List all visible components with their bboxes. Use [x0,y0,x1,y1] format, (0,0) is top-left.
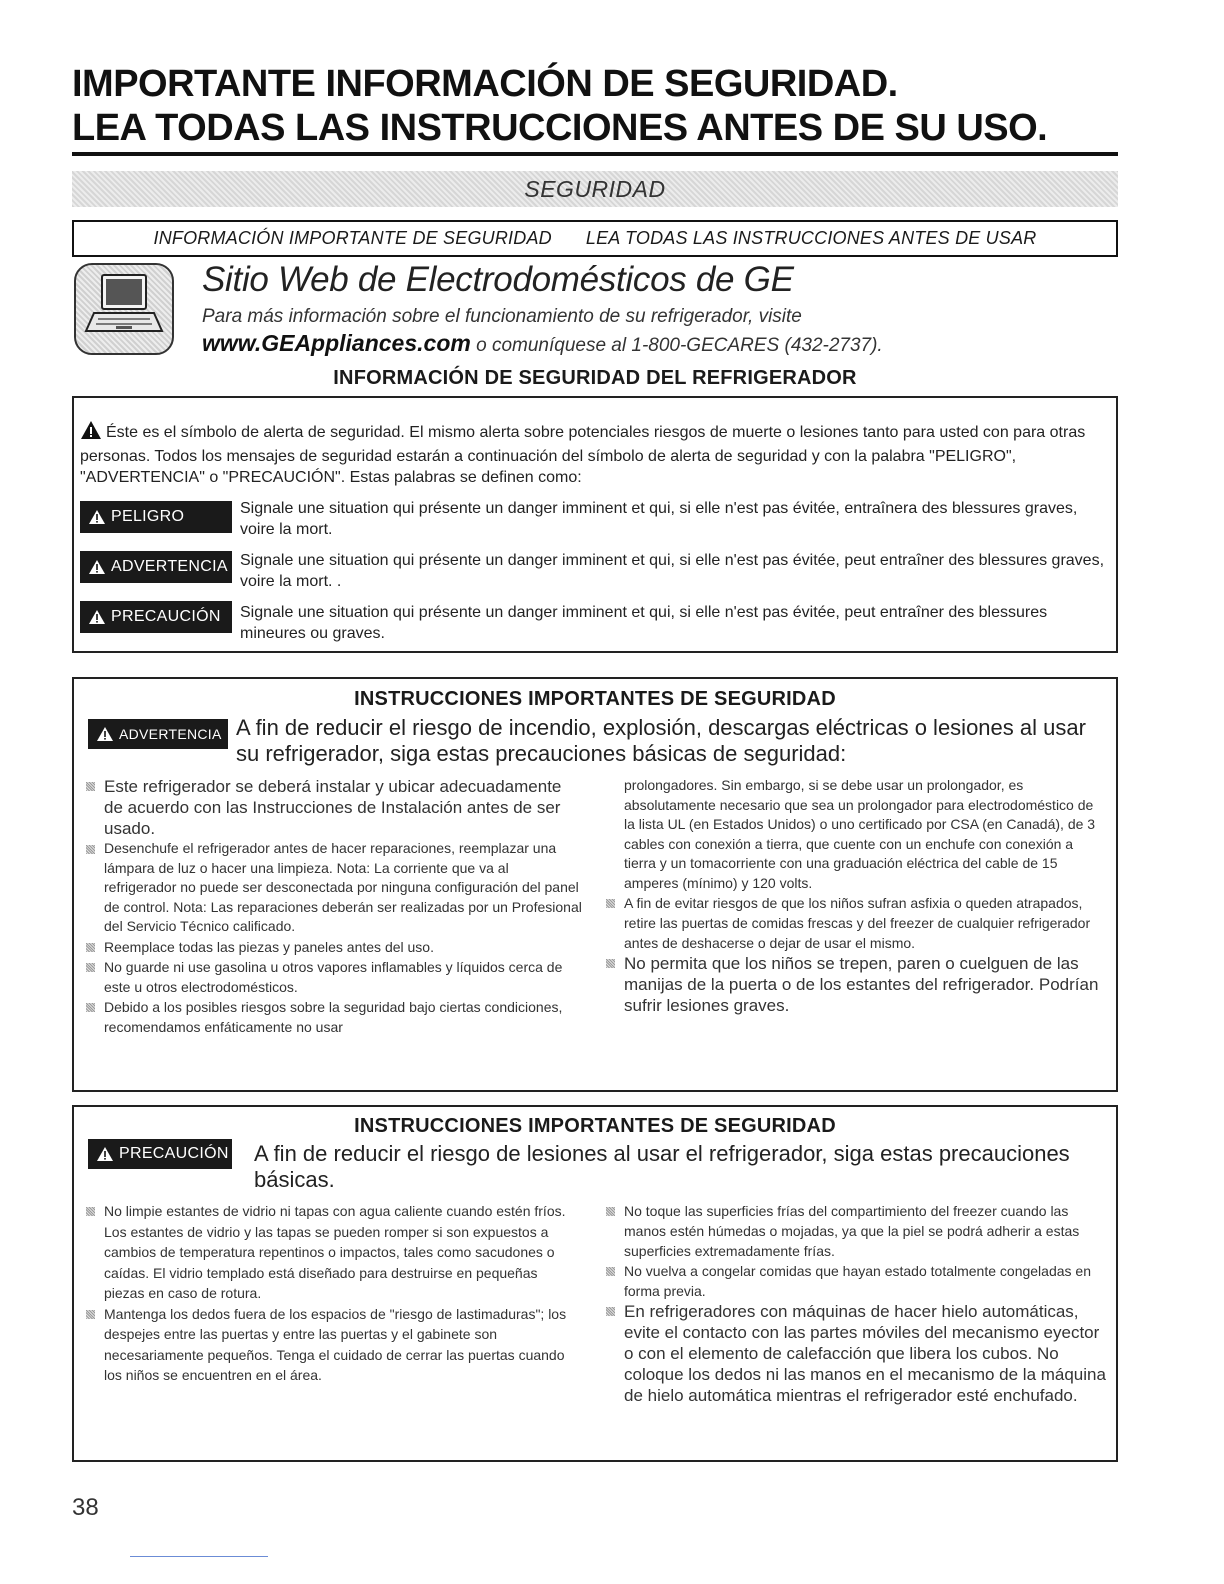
list-item: No guarde ni use gasolina u otros vapores inflamables y líquidos cerca de este u otros electrodomésticos. [82,957,582,997]
peligro-label: PELIGRO [111,508,185,525]
list-item: No limpie estantes de vidrio ni tapas con agua caliente cuando estén fríos. Los estantes de vidrio y las tapas se pueden romper si son expuestos a cambios de temperatura repentinos o impactos, tales como sacudones o caídas. El vidrio templado está diseñado para destruirse en pequeñas piezas en caso de rotura. [82,1201,572,1304]
warning-icon [88,559,106,575]
seguridad-banner [72,171,1118,207]
warning-right-column [602,776,1108,1016]
caution-section-badge-label: PRECAUCIÓN [119,1145,229,1162]
advertencia-badge [80,551,232,583]
warning-icon [88,509,106,525]
footer-line [130,1556,268,1557]
warning-section-badge [88,719,228,749]
peligro-badge [80,501,232,533]
refrigerator-safety-heading: INFORMACIÓN DE SEGURIDAD DEL REFRIGERADOR [333,367,857,389]
advertencia-text: Signale une situation qui présente un danger imminent et qui, si elle n'est pas évitée, peut entraîner des blessures graves, voire la mort. . [240,552,1105,590]
caution-instructions-box [72,1105,1118,1462]
warning-icon [96,726,114,742]
warning-left-column [82,776,582,1037]
alert-intro-text: Éste es el símbolo de alerta de seguridad. El mismo alerta sobre potenciales riesgos de muerte o lesiones tanto para usted con para otras personas. Todos los mensajes de seguridad estarán a continuación del símbolo de alerta de seguridad y con la palabra "PELIGRO", "ADVERTENCIA" o "PRECAUCIÓN". Estas palabras se definen como: [80,424,1086,486]
website-text-line-1: Para más información sobre el funcionamiento de su refrigerador, visite [202,306,802,327]
peligro-text: Signale une situation qui présente un danger imminent et qui, si elle n'est pas évitée, entraînera des blessures graves, voire la mort. [240,500,1078,538]
website-url[interactable]: www.GEAppliances.com [202,330,471,356]
page-title [72,62,1132,150]
warning-section-heading: INSTRUCCIONES IMPORTANTES DE SEGURIDAD [354,688,836,710]
website-phone: o comuníquese al 1-800-GECARES (432-2737). [470,335,883,356]
page-number: 38 [72,1494,99,1521]
list-item: No toque las superficies frías del compartimiento del freezer cuando las manos estén húmedas o mojadas, ya que la piel se podrá adherir a estas superficies extremadamente frías. [602,1201,1108,1261]
list-item: Este refrigerador se deberá instalar y ubicar adecuadamente de acuerdo con las Instrucciones de Instalación antes de ser usado. [82,776,582,839]
warning-section-lead: A fin de reducir el riesgo de incendio, explosión, descargas eléctricas o lesiones al usar su refrigerador, siga estas precauciones básicas de seguridad: [236,715,1086,766]
alert-intro [80,420,1110,488]
list-item: Debido a los posibles riesgos sobre la seguridad bajo ciertas condiciones, recomendamos enfáticamente no usar [82,997,582,1037]
precaucion-label: PRECAUCIÓN [111,608,221,625]
banner-text: SEGURIDAD [524,175,666,202]
list-item: Mantenga los dedos fuera de los espacios de "riesgo de lastimaduras"; los despejes entre las puertas y entre las puertas y el gabinete son necesariamente pequeños. Tenga el cuidado de cerrar las puertas cuando los niños se encuentren en el área. [82,1304,572,1386]
list-item: En refrigeradores con máquinas de hacer hielo automáticas, evite el contacto con las partes móviles del mecanismo eyector o con el elemento de calefacción que libera los cubos. No coloque los dedos ni las manos en el mecanismo de la máquina de hielo automática mientras el refrigerador esté enchufado. [602,1301,1108,1406]
warning-icon [96,1146,114,1162]
list-item: No permita que los niños se trepen, paren o cuelguen de las manijas de la puerta o de los estantes del refrigerador. Podrían sufrir lesiones graves. [602,953,1108,1016]
info-bar [72,220,1118,257]
title-line-2: LEA TODAS LAS INSTRUCCIONES ANTES DE SU USO. [72,107,1048,149]
caution-left-column [82,1201,572,1386]
warning-icon [88,609,106,625]
advertencia-label: ADVERTENCIA [111,558,228,575]
list-item: Desenchufe el refrigerador antes de hacer reparaciones, reemplazar una lámpara de luz o hacer una limpieza. Nota: La corriente que va al refrigerador no puede ser desconectada por ninguna configuración del panel de control. Nota: Las reparaciones deberán ser realizadas por un Profesional del Servicio Técnico calificado. [82,839,582,937]
title-line-1: IMPORTANTE INFORMACIÓN DE SEGURIDAD. [72,63,898,105]
caution-section-badge [88,1139,232,1169]
warning-instructions-box [72,677,1118,1092]
continuation-text: prolongadores. Sin embargo, si se debe usar un prolongador, es absolutamente necesario que sea un prolongador para electrodoméstico de la lista UL (en Estados Unidos) o uno certificado por CSA (en Canadá), de 3 cables con conexión a tierra, que cuente con un enchufe con conexión a tierra y un tomacorriente con una graduación eléctrica del cable de 15 amperes (mínimo) y 120 volts. [624,777,1096,891]
precaucion-badge [80,601,232,633]
title-rule [72,152,1118,156]
list-item: Reemplace todas las piezas y paneles antes del uso. [82,937,582,957]
website-title: Sitio Web de Electrodomésticos de GE [202,260,794,299]
precaucion-text: Signale une situation qui présente un danger imminent et qui, si elle n'est pas évitée, peut entraîner des blessures mineures ou graves. [240,604,1048,642]
signal-words-box [72,396,1118,653]
caution-section-lead: A fin de reducir el riesgo de lesiones al usar el refrigerador, siga estas precauciones básicas. [254,1141,1070,1192]
laptop-icon [74,263,174,355]
info-bar-left: INFORMACIÓN IMPORTANTE DE SEGURIDAD [153,228,552,248]
list-item: A fin de evitar riesgos de que los niños sufran asfixia o queden atrapados, retire las puertas de comidas frescas y del freezer de cualquier refrigerador antes de deshacerse o dejar de usar el mismo. [602,893,1108,953]
warning-section-badge-label: ADVERTENCIA [119,726,222,742]
website-text-line-2 [202,330,883,357]
info-bar-right: LEA TODAS LAS INSTRUCCIONES ANTES DE USAR [585,228,1037,248]
alert-triangle-icon [80,420,102,446]
caution-section-heading: INSTRUCCIONES IMPORTANTES DE SEGURIDAD [354,1115,836,1137]
list-item: No vuelva a congelar comidas que hayan estado totalmente congeladas en forma previa. [602,1261,1108,1301]
caution-right-column [602,1201,1108,1406]
